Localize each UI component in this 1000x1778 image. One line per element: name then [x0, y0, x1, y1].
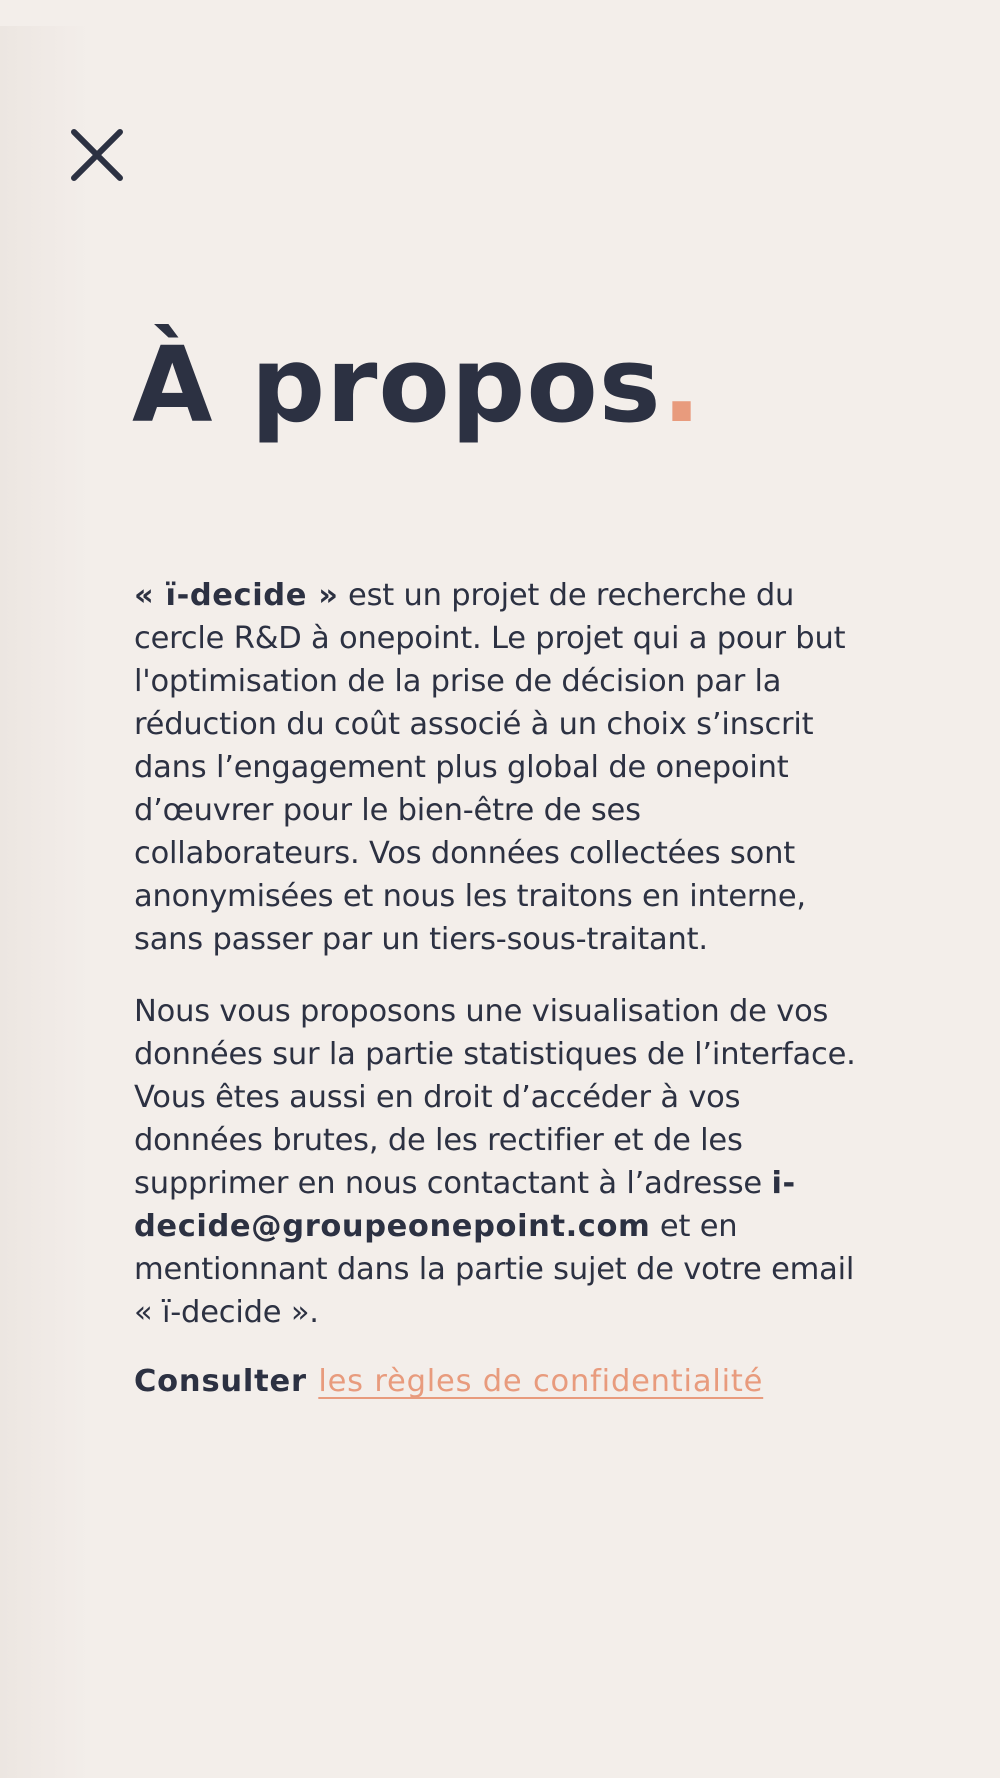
- about-content: [134, 574, 874, 1403]
- close-icon: [68, 126, 126, 184]
- privacy-policy-link[interactable]: les règles de confidentialité: [318, 1364, 764, 1399]
- consult-label: Consulter: [134, 1364, 307, 1399]
- title-accent-dot: .: [661, 324, 703, 446]
- privacy-line: [134, 1360, 874, 1403]
- rights-text-before: Nous vous proposons une visualisation de vos données sur la partie statistiques de l’interface. Vous êtes aussi en droit d’accéder à vos données brutes, de les rectifier et de les supprimer en nous contactant à l’adresse: [134, 994, 856, 1201]
- rights-paragraph: [134, 990, 874, 1334]
- intro-paragraph: [134, 574, 874, 961]
- brand-name: « ï-decide »: [134, 578, 339, 613]
- intro-text: est un projet de recherche du cercle R&D à onepoint. Le projet qui a pour but l'optimisation de la prise de décision par la réduction du coût associé à un choix s’inscrit dans l’engagement plus global de onepoint d’œuvrer pour le bien-être de ses collaborateurs. Vos données collectées sont anonymisées et nous les traitons en interne, sans passer par un tiers-sous-traitant.: [134, 578, 846, 957]
- status-bar-area: [0, 0, 1000, 26]
- close-button[interactable]: [68, 126, 126, 184]
- contact-email: i-decide@groupeonepoint.com: [134, 1166, 796, 1244]
- page-title: [132, 324, 703, 446]
- rights-text-after: et en mentionnant dans la partie sujet de votre email « ï-decide ».: [134, 1209, 855, 1330]
- page-title-text: À propos: [132, 324, 662, 446]
